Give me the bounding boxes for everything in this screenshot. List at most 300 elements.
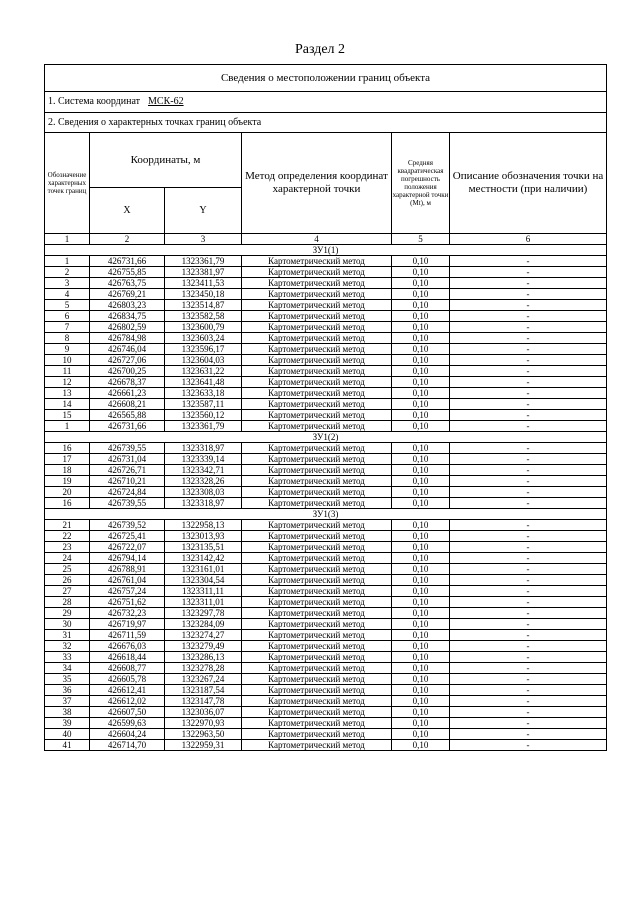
- y-coordinate: 1323582,58: [165, 311, 242, 322]
- coord-system-row: [45, 92, 607, 113]
- table-row: [45, 630, 607, 641]
- y-coordinate: 1323284,09: [165, 619, 242, 630]
- table-row: [45, 542, 607, 553]
- coord-system-label: 1. Система координат: [48, 96, 141, 107]
- point-number: 37: [45, 696, 90, 707]
- x-coordinate: 426599,63: [90, 718, 165, 729]
- method: Картометрический метод: [242, 586, 392, 597]
- description: -: [450, 542, 607, 553]
- table-row: [45, 652, 607, 663]
- x-coordinate: 426731,66: [90, 421, 165, 432]
- header-precision: Средняя квадратическая погрешность положения характерной точки (Mt), м: [392, 133, 450, 234]
- precision: 0,10: [392, 410, 450, 421]
- description: -: [450, 564, 607, 575]
- y-coordinate: 1323604,03: [165, 355, 242, 366]
- x-coordinate: 426700,25: [90, 366, 165, 377]
- x-coordinate: 426726,71: [90, 465, 165, 476]
- point-number: 39: [45, 718, 90, 729]
- precision: 0,10: [392, 498, 450, 509]
- method: Картометрический метод: [242, 311, 392, 322]
- point-number: 16: [45, 498, 90, 509]
- method: Картометрический метод: [242, 575, 392, 586]
- y-coordinate: 1323187,54: [165, 685, 242, 696]
- precision: 0,10: [392, 663, 450, 674]
- description: -: [450, 421, 607, 432]
- method: Картометрический метод: [242, 542, 392, 553]
- precision: 0,10: [392, 707, 450, 718]
- point-number: 15: [45, 410, 90, 421]
- method: Картометрический метод: [242, 465, 392, 476]
- x-coordinate: 426565,88: [90, 410, 165, 421]
- method: Картометрический метод: [242, 487, 392, 498]
- point-number: 14: [45, 399, 90, 410]
- x-coordinate: 426739,55: [90, 498, 165, 509]
- x-coordinate: 426714,70: [90, 740, 165, 751]
- precision: 0,10: [392, 740, 450, 751]
- column-numbers-row: [45, 234, 607, 245]
- description: -: [450, 300, 607, 311]
- point-number: 40: [45, 729, 90, 740]
- y-coordinate: 1323328,26: [165, 476, 242, 487]
- x-coordinate: 426722,07: [90, 542, 165, 553]
- method: Картометрический метод: [242, 707, 392, 718]
- method: Картометрический метод: [242, 498, 392, 509]
- point-number: 18: [45, 465, 90, 476]
- column-number: 1: [45, 234, 90, 245]
- method: Картометрический метод: [242, 366, 392, 377]
- point-number: 7: [45, 322, 90, 333]
- title-row: [45, 65, 607, 92]
- x-coordinate: 426834,75: [90, 311, 165, 322]
- precision: 0,10: [392, 344, 450, 355]
- y-coordinate: 1323161,01: [165, 564, 242, 575]
- y-coordinate: 1323361,79: [165, 256, 242, 267]
- point-number: 1: [45, 421, 90, 432]
- table-row: [45, 388, 607, 399]
- table-row: [45, 553, 607, 564]
- method: Картометрический метод: [242, 289, 392, 300]
- column-number: 3: [165, 234, 242, 245]
- table-row: [45, 619, 607, 630]
- description: -: [450, 322, 607, 333]
- header-description: Описание обозначения точки на местности (при наличии): [450, 133, 607, 234]
- description: -: [450, 399, 607, 410]
- header-method: Метод определения координат характерной точки: [242, 133, 392, 234]
- y-coordinate: 1323514,87: [165, 300, 242, 311]
- x-coordinate: 426612,41: [90, 685, 165, 696]
- y-coordinate: 1322958,13: [165, 520, 242, 531]
- x-coordinate: 426802,59: [90, 322, 165, 333]
- points-section-title: 2. Сведения о характерных точках границ объекта: [45, 113, 607, 133]
- point-number: 10: [45, 355, 90, 366]
- header-point-number: Обозначение характерных точек границ: [45, 133, 90, 234]
- precision: 0,10: [392, 531, 450, 542]
- y-coordinate: 1322959,31: [165, 740, 242, 751]
- precision: 0,10: [392, 597, 450, 608]
- description: -: [450, 443, 607, 454]
- precision: 0,10: [392, 454, 450, 465]
- point-number: 8: [45, 333, 90, 344]
- coord-system-cell: [45, 92, 607, 113]
- y-coordinate: 1323311,11: [165, 586, 242, 597]
- x-coordinate: 426746,04: [90, 344, 165, 355]
- method: Картометрический метод: [242, 564, 392, 575]
- y-coordinate: 1323339,14: [165, 454, 242, 465]
- point-number: 5: [45, 300, 90, 311]
- x-coordinate: 426608,77: [90, 663, 165, 674]
- point-number: 41: [45, 740, 90, 751]
- description: -: [450, 674, 607, 685]
- method: Картометрический метод: [242, 597, 392, 608]
- column-number: 6: [450, 234, 607, 245]
- x-coordinate: 426678,37: [90, 377, 165, 388]
- method: Картометрический метод: [242, 608, 392, 619]
- x-coordinate: 426719,97: [90, 619, 165, 630]
- description: -: [450, 696, 607, 707]
- header-x: X: [90, 188, 165, 234]
- method: Картометрический метод: [242, 553, 392, 564]
- precision: 0,10: [392, 300, 450, 311]
- table-row: [45, 718, 607, 729]
- point-number: 23: [45, 542, 90, 553]
- precision: 0,10: [392, 619, 450, 630]
- table-row: [45, 322, 607, 333]
- table-row: [45, 454, 607, 465]
- table-row: [45, 564, 607, 575]
- point-number: 31: [45, 630, 90, 641]
- description: -: [450, 344, 607, 355]
- table-row: [45, 586, 607, 597]
- x-coordinate: 426769,21: [90, 289, 165, 300]
- table-row: [45, 289, 607, 300]
- method: Картометрический метод: [242, 663, 392, 674]
- description: -: [450, 531, 607, 542]
- x-coordinate: 426803,23: [90, 300, 165, 311]
- point-number: 33: [45, 652, 90, 663]
- description: -: [450, 641, 607, 652]
- description: -: [450, 619, 607, 630]
- y-coordinate: 1323147,78: [165, 696, 242, 707]
- y-coordinate: 1323286,13: [165, 652, 242, 663]
- method: Картометрический метод: [242, 641, 392, 652]
- group-row: [45, 509, 607, 520]
- description: -: [450, 355, 607, 366]
- description: -: [450, 586, 607, 597]
- table-row: [45, 355, 607, 366]
- point-number: 19: [45, 476, 90, 487]
- table-row: [45, 520, 607, 531]
- y-coordinate: 1323633,18: [165, 388, 242, 399]
- group-row: [45, 245, 607, 256]
- x-coordinate: 426739,55: [90, 443, 165, 454]
- precision: 0,10: [392, 421, 450, 432]
- x-coordinate: 426761,04: [90, 575, 165, 586]
- y-coordinate: 1323274,27: [165, 630, 242, 641]
- point-number: 38: [45, 707, 90, 718]
- method: Картометрический метод: [242, 267, 392, 278]
- y-coordinate: 1323450,18: [165, 289, 242, 300]
- x-coordinate: 426732,23: [90, 608, 165, 619]
- precision: 0,10: [392, 278, 450, 289]
- coord-system-value: МСК-62: [148, 96, 184, 107]
- precision: 0,10: [392, 685, 450, 696]
- precision: 0,10: [392, 542, 450, 553]
- precision: 0,10: [392, 476, 450, 487]
- table-row: [45, 256, 607, 267]
- point-number: 9: [45, 344, 90, 355]
- method: Картометрический метод: [242, 674, 392, 685]
- method: Картометрический метод: [242, 685, 392, 696]
- table-row: [45, 443, 607, 454]
- x-coordinate: 426788,91: [90, 564, 165, 575]
- method: Картометрический метод: [242, 630, 392, 641]
- x-coordinate: 426604,24: [90, 729, 165, 740]
- x-coordinate: 426607,50: [90, 707, 165, 718]
- precision: 0,10: [392, 718, 450, 729]
- method: Картометрический метод: [242, 388, 392, 399]
- method: Картометрический метод: [242, 619, 392, 630]
- point-number: 22: [45, 531, 90, 542]
- table-row: [45, 641, 607, 652]
- table-row: [45, 410, 607, 421]
- precision: 0,10: [392, 652, 450, 663]
- precision: 0,10: [392, 388, 450, 399]
- table-row: [45, 399, 607, 410]
- x-coordinate: 426711,59: [90, 630, 165, 641]
- precision: 0,10: [392, 608, 450, 619]
- precision: 0,10: [392, 465, 450, 476]
- description: -: [450, 663, 607, 674]
- group-name: ЗУ1(1): [45, 245, 607, 256]
- y-coordinate: 1323600,79: [165, 322, 242, 333]
- precision: 0,10: [392, 333, 450, 344]
- group-name: ЗУ1(2): [45, 432, 607, 443]
- method: Картометрический метод: [242, 355, 392, 366]
- y-coordinate: 1323278,28: [165, 663, 242, 674]
- table-row: [45, 278, 607, 289]
- precision: 0,10: [392, 729, 450, 740]
- group-name: ЗУ1(3): [45, 509, 607, 520]
- x-coordinate: 426731,66: [90, 256, 165, 267]
- x-coordinate: 426710,21: [90, 476, 165, 487]
- precision: 0,10: [392, 443, 450, 454]
- precision: 0,10: [392, 322, 450, 333]
- x-coordinate: 426612,02: [90, 696, 165, 707]
- description: -: [450, 597, 607, 608]
- point-number: 21: [45, 520, 90, 531]
- y-coordinate: 1323311,01: [165, 597, 242, 608]
- table-row: [45, 685, 607, 696]
- table-row: [45, 597, 607, 608]
- point-number: 17: [45, 454, 90, 465]
- precision: 0,10: [392, 256, 450, 267]
- method: Картометрический метод: [242, 300, 392, 311]
- column-number: 2: [90, 234, 165, 245]
- point-number: 16: [45, 443, 90, 454]
- method: Картометрический метод: [242, 476, 392, 487]
- method: Картометрический метод: [242, 377, 392, 388]
- point-number: 34: [45, 663, 90, 674]
- method: Картометрический метод: [242, 443, 392, 454]
- description: -: [450, 729, 607, 740]
- x-coordinate: 426618,44: [90, 652, 165, 663]
- group-row: [45, 432, 607, 443]
- point-number: 1: [45, 256, 90, 267]
- precision: 0,10: [392, 553, 450, 564]
- point-number: 12: [45, 377, 90, 388]
- description: -: [450, 366, 607, 377]
- table-row: [45, 333, 607, 344]
- header-y: Y: [165, 188, 242, 234]
- point-number: 32: [45, 641, 90, 652]
- y-coordinate: 1323342,71: [165, 465, 242, 476]
- method: Картометрический метод: [242, 718, 392, 729]
- point-number: 35: [45, 674, 90, 685]
- description: -: [450, 652, 607, 663]
- method: Картометрический метод: [242, 652, 392, 663]
- precision: 0,10: [392, 289, 450, 300]
- y-coordinate: 1323036,07: [165, 707, 242, 718]
- point-number: 6: [45, 311, 90, 322]
- description: -: [450, 498, 607, 509]
- description: -: [450, 289, 607, 300]
- table-title: Сведения о местоположении границ объекта: [45, 65, 607, 92]
- point-number: 25: [45, 564, 90, 575]
- column-number: 4: [242, 234, 392, 245]
- y-coordinate: 1323267,24: [165, 674, 242, 685]
- description: -: [450, 553, 607, 564]
- point-number: 3: [45, 278, 90, 289]
- description: -: [450, 575, 607, 586]
- table-row: [45, 267, 607, 278]
- y-coordinate: 1323641,48: [165, 377, 242, 388]
- method: Картометрический метод: [242, 421, 392, 432]
- point-number: 11: [45, 366, 90, 377]
- y-coordinate: 1323135,51: [165, 542, 242, 553]
- description: -: [450, 278, 607, 289]
- description: -: [450, 740, 607, 751]
- description: -: [450, 454, 607, 465]
- x-coordinate: 426661,23: [90, 388, 165, 399]
- method: Картометрический метод: [242, 729, 392, 740]
- y-coordinate: 1323279,49: [165, 641, 242, 652]
- table-row: [45, 740, 607, 751]
- x-coordinate: 426763,75: [90, 278, 165, 289]
- point-number: 20: [45, 487, 90, 498]
- method: Картометрический метод: [242, 344, 392, 355]
- x-coordinate: 426727,06: [90, 355, 165, 366]
- method: Картометрический метод: [242, 322, 392, 333]
- table-row: [45, 476, 607, 487]
- x-coordinate: 426676,03: [90, 641, 165, 652]
- table-row: [45, 421, 607, 432]
- table-row: [45, 344, 607, 355]
- method: Картометрический метод: [242, 256, 392, 267]
- y-coordinate: 1323308,03: [165, 487, 242, 498]
- table-row: [45, 366, 607, 377]
- x-coordinate: 426608,21: [90, 399, 165, 410]
- precision: 0,10: [392, 696, 450, 707]
- method: Картометрический метод: [242, 399, 392, 410]
- section-heading: Раздел 2: [294, 42, 346, 57]
- point-number: 2: [45, 267, 90, 278]
- point-number: 30: [45, 619, 90, 630]
- y-coordinate: 1323318,97: [165, 443, 242, 454]
- x-coordinate: 426755,85: [90, 267, 165, 278]
- boundary-points-table: [44, 64, 607, 751]
- x-coordinate: 426739,52: [90, 520, 165, 531]
- point-number: 28: [45, 597, 90, 608]
- x-coordinate: 426725,41: [90, 531, 165, 542]
- x-coordinate: 426757,24: [90, 586, 165, 597]
- header-row-1: [45, 133, 607, 188]
- description: -: [450, 410, 607, 421]
- y-coordinate: 1323560,12: [165, 410, 242, 421]
- table-row: [45, 575, 607, 586]
- description: -: [450, 377, 607, 388]
- table-row: [45, 377, 607, 388]
- precision: 0,10: [392, 487, 450, 498]
- table-row: [45, 487, 607, 498]
- point-number: 4: [45, 289, 90, 300]
- description: -: [450, 333, 607, 344]
- x-coordinate: 426724,84: [90, 487, 165, 498]
- point-number: 36: [45, 685, 90, 696]
- table-row: [45, 300, 607, 311]
- y-coordinate: 1323411,53: [165, 278, 242, 289]
- y-coordinate: 1323304,54: [165, 575, 242, 586]
- precision: 0,10: [392, 355, 450, 366]
- description: -: [450, 465, 607, 476]
- precision: 0,10: [392, 674, 450, 685]
- precision: 0,10: [392, 366, 450, 377]
- method: Картометрический метод: [242, 740, 392, 751]
- y-coordinate: 1322970,93: [165, 718, 242, 729]
- y-coordinate: 1323297,78: [165, 608, 242, 619]
- description: -: [450, 685, 607, 696]
- description: -: [450, 267, 607, 278]
- method: Картометрический метод: [242, 410, 392, 421]
- description: -: [450, 520, 607, 531]
- x-coordinate: 426731,04: [90, 454, 165, 465]
- x-coordinate: 426605,78: [90, 674, 165, 685]
- method: Картометрический метод: [242, 531, 392, 542]
- precision: 0,10: [392, 267, 450, 278]
- description: -: [450, 608, 607, 619]
- description: -: [450, 630, 607, 641]
- precision: 0,10: [392, 586, 450, 597]
- point-number: 26: [45, 575, 90, 586]
- point-number: 29: [45, 608, 90, 619]
- precision: 0,10: [392, 575, 450, 586]
- y-coordinate: 1323596,17: [165, 344, 242, 355]
- x-coordinate: 426751,62: [90, 597, 165, 608]
- x-coordinate: 426784,98: [90, 333, 165, 344]
- description: -: [450, 388, 607, 399]
- y-coordinate: 1323142,42: [165, 553, 242, 564]
- table-row: [45, 311, 607, 322]
- method: Картометрический метод: [242, 333, 392, 344]
- method: Картометрический метод: [242, 520, 392, 531]
- method: Картометрический метод: [242, 696, 392, 707]
- precision: 0,10: [392, 630, 450, 641]
- y-coordinate: 1323013,93: [165, 531, 242, 542]
- table-row: [45, 531, 607, 542]
- precision: 0,10: [392, 399, 450, 410]
- description: -: [450, 256, 607, 267]
- precision: 0,10: [392, 564, 450, 575]
- table-row: [45, 707, 607, 718]
